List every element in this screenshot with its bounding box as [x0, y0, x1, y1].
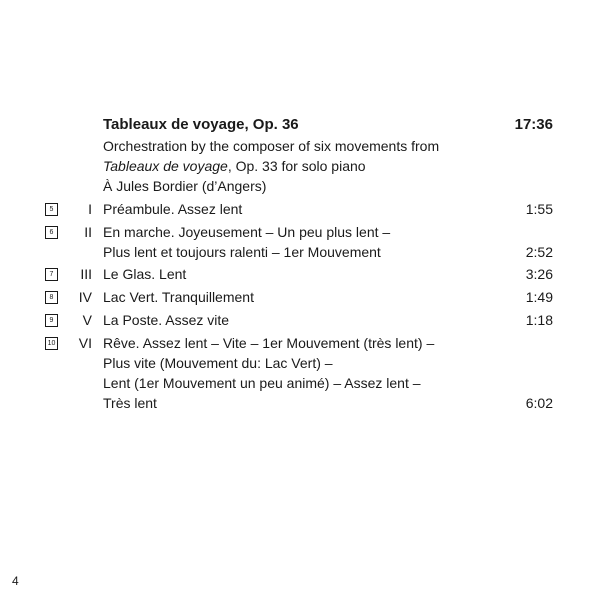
track-number-box: 8 [45, 291, 58, 304]
work-description: Orchestration by the composer of six movements from [103, 138, 440, 154]
movement-title: Préambule. Assez lent [103, 201, 243, 217]
movement-number: I [88, 201, 92, 217]
movement-duration: 6:02 [525, 395, 553, 411]
movement-title-continued: Très lent [103, 395, 157, 411]
track-number-box: 7 [45, 268, 58, 281]
movement-duration: 2:52 [525, 244, 553, 260]
movement-number: III [80, 266, 92, 282]
movement-title: Lac Vert. Tranquillement [103, 289, 254, 305]
page-number: 4 [12, 574, 19, 588]
track-number-box: 9 [45, 314, 58, 327]
movement-number: VI [78, 335, 92, 351]
work-description-italic: Tableaux de voyage [103, 158, 228, 174]
movement-number: IV [78, 289, 92, 305]
track-number-box: 10 [45, 337, 58, 350]
track-number-box: 5 [45, 203, 58, 216]
movement-title-continued: Plus lent et toujours ralenti – 1er Mouvement [103, 244, 381, 260]
movement-number: V [82, 312, 92, 328]
movement-duration: 1:55 [525, 201, 553, 217]
work-title: Tableaux de voyage, Op. 36 [103, 116, 299, 133]
track-number-box: 6 [45, 226, 58, 239]
work-description-rest: , Op. 33 for solo piano [227, 158, 366, 174]
total-duration: 17:36 [514, 116, 553, 133]
movement-title: La Poste. Assez vite [103, 312, 230, 328]
movement-title: Le Glas. Lent [103, 266, 187, 282]
movement-duration: 3:26 [525, 266, 553, 282]
movement-duration: 1:18 [525, 312, 553, 328]
movement-title-continued: Lent (1er Mouvement un peu animé) – Assez lent – [103, 375, 421, 391]
movement-number: II [84, 224, 92, 240]
movement-title: En marche. Joyeusement – Un peu plus lent – [103, 224, 391, 240]
work-dedication: À Jules Bordier (d’Angers) [103, 178, 267, 194]
movement-title: Rêve. Assez lent – Vite – 1er Mouvement (très lent) – [103, 335, 435, 351]
work-description-line2 [103, 156, 366, 176]
movement-duration: 1:49 [525, 289, 553, 305]
movement-title-continued: Plus vite (Mouvement du: Lac Vert) – [103, 355, 333, 371]
